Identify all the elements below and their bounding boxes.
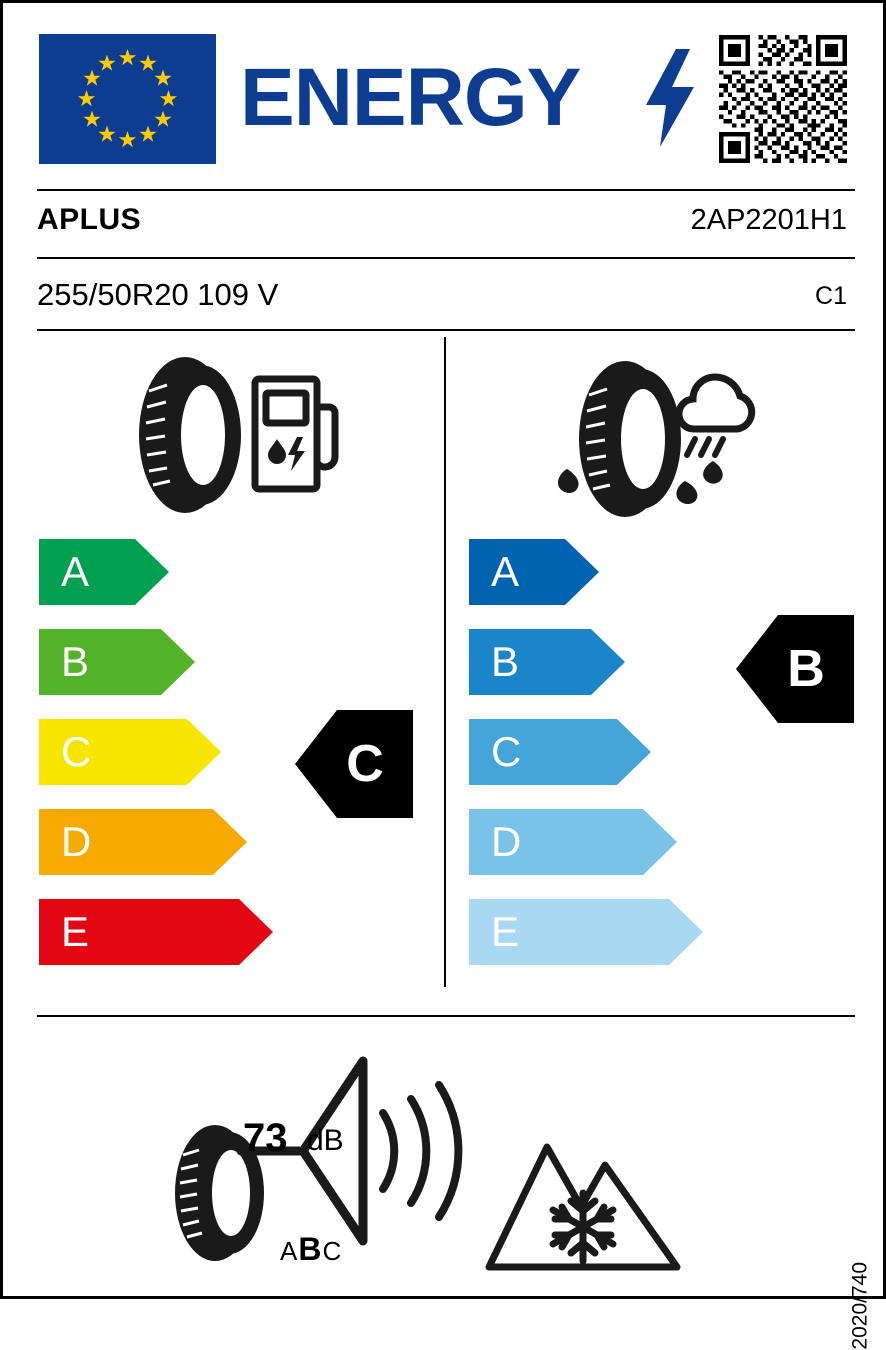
three-peak-mountain-snowflake-icon [485, 1085, 681, 1271]
fuel-efficiency-rating-letter: C [346, 735, 384, 793]
fuel-grade-letter: A [61, 548, 90, 595]
lightning-bolt-icon [646, 49, 694, 147]
fuel-grade-c [39, 719, 221, 785]
type-code: 2AP2201H1 [690, 204, 847, 236]
noise-db-unit: dB [307, 1124, 344, 1157]
tyre-fuel-pump-icon [125, 355, 331, 515]
tyre-rain-cloud-icon [537, 351, 767, 527]
fuel-grade-b [39, 629, 195, 695]
noise-class-scale [280, 1231, 342, 1268]
noise-class-a: A [280, 1236, 299, 1266]
fuel-grade-d [39, 809, 247, 875]
wet-grade-letter: D [491, 818, 522, 865]
divider-brand [37, 257, 855, 259]
fuel-grade-a [39, 539, 169, 605]
wet-grade-b [469, 629, 625, 695]
tyre-size: 255/50R20 109 V [37, 277, 279, 312]
fuel-grade-letter: C [61, 728, 92, 775]
divider-header [37, 189, 855, 191]
qr-code-icon [719, 35, 847, 163]
divider-noise [37, 1015, 855, 1017]
wet-grip-rating-letter: B [787, 640, 825, 698]
fuel-grade-letter: E [61, 908, 90, 955]
wet-grade-a [469, 539, 599, 605]
wet-grade-letter: C [491, 728, 522, 775]
divider-center [444, 337, 446, 987]
fuel-grade-letter: D [61, 818, 92, 865]
label-header [3, 3, 883, 189]
wet-grade-letter: E [491, 908, 520, 955]
wet-grade-c [469, 719, 651, 785]
wet-grade-letter: B [491, 638, 520, 685]
wet-grade-letter: A [491, 548, 520, 595]
eu-flag-icon [39, 34, 216, 164]
noise-class-c: C [322, 1236, 343, 1266]
wet-grade-e [469, 899, 703, 965]
regulation-reference: 2020/740 [849, 1262, 872, 1350]
energy-title: ENERGY [240, 52, 581, 143]
fuel-grade-e [39, 899, 273, 965]
wet-grip-rating-badge [736, 615, 854, 723]
brand-name: APLUS [37, 203, 142, 236]
fuel-grade-letter: B [61, 638, 90, 685]
fuel-efficiency-rating-badge [295, 710, 413, 818]
noise-db-value: 73 [243, 1116, 288, 1160]
wet-grade-d [469, 809, 677, 875]
tyre-class: C1 [815, 282, 847, 310]
noise-class-b: B [298, 1231, 323, 1267]
divider-size [37, 329, 855, 331]
